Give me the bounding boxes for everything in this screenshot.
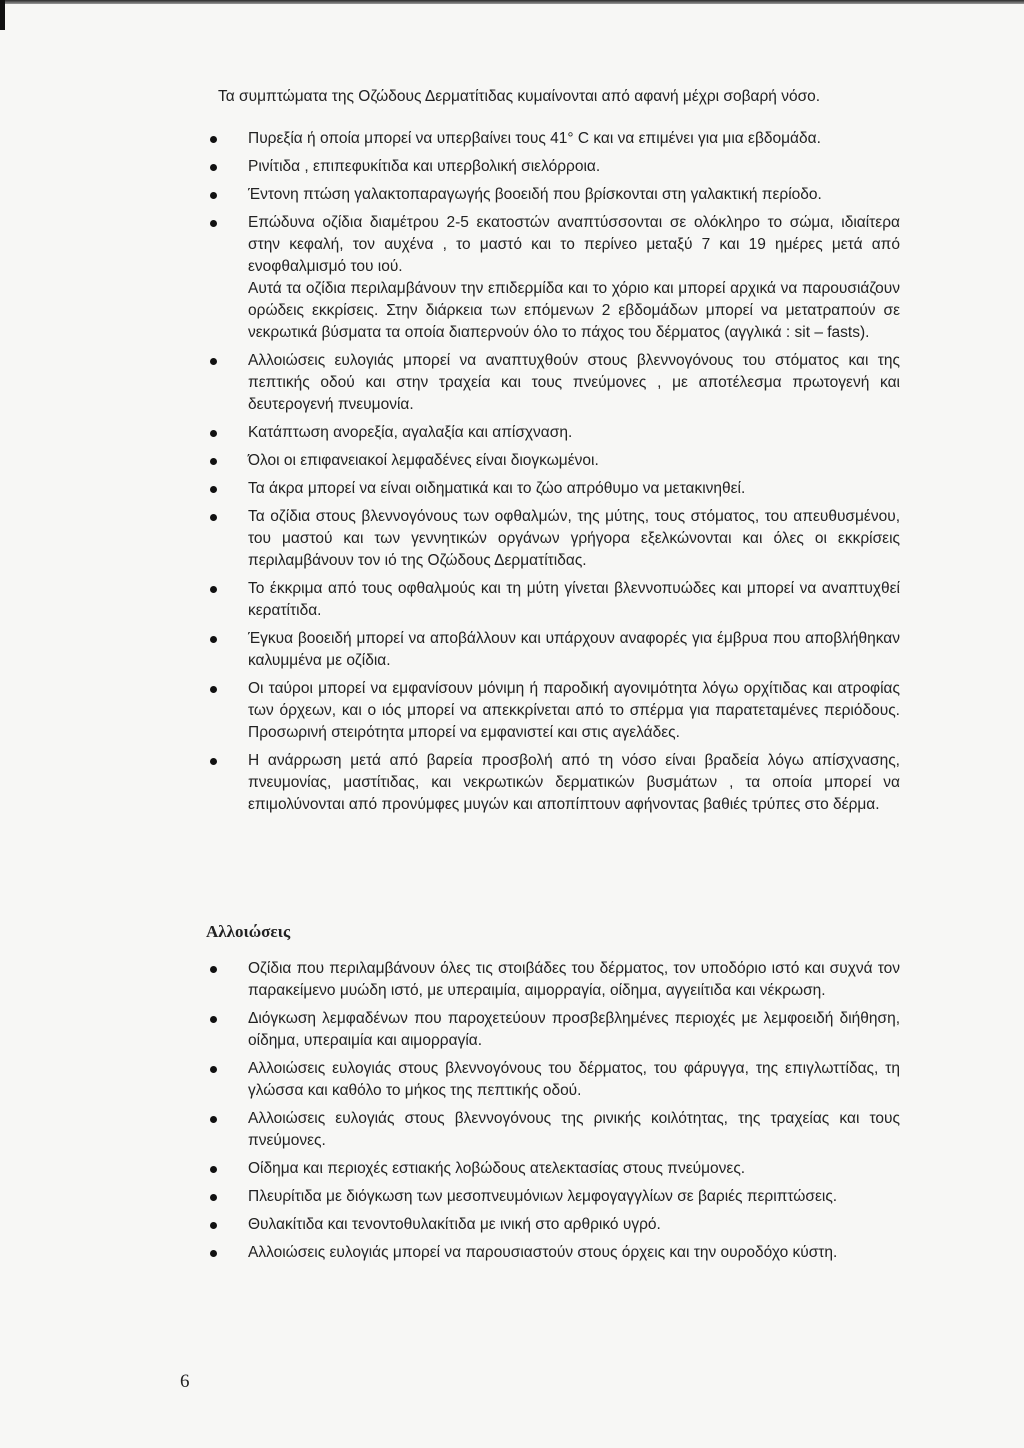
list-item: Τα άκρα μπορεί να είναι οιδηματικά και το ζώο απρόθυμο να μετακινηθεί. [208, 478, 900, 500]
bullet-icon [210, 1116, 217, 1123]
bullet-icon [210, 514, 217, 521]
bullet-icon [210, 758, 217, 765]
nodule-continuation: Αυτά τα οζίδια περιλαμβάνουν την επιδερμίδα και το χόριο και μπορεί αρχικά να παρουσιάζουν ορώδεις εκκρίσεις. Στην διάρκεια των επόμενων 2 εβδομάδων μπορεί να μετατραπούν σε νεκρωτικά βύσματα τα οποία διαπερνούν όλο το πάχος του δέρματος (αγγλικά : sit – fasts). [248, 280, 900, 341]
intro-paragraph: Τα συμπτώματα της Οζώδους Δερματίτιδας κυμαίνονται από αφανή μέχρι σοβαρή νόσο. [218, 88, 821, 105]
list-item: Αλλοιώσεις ευλογιάς μπορεί να αναπτυχθούν στους βλεννογόνους του στόματος και της πεπτικής οδού και στην τραχεία και τους πνεύμονες , με αποτέλεσμα πρωτογενή και δευτερογενή πνευμονία. [208, 350, 900, 416]
bullet-icon [210, 486, 217, 493]
list-item: Οίδημα και περιοχές εστιακής λοβώδους ατελεκτασίας στους πνεύμονες. [208, 1158, 900, 1180]
bullet-icon [210, 1250, 217, 1257]
list-item: Πυρεξία ή οποία μπορεί να υπερβαίνει τους 41° C και να επιμένει για μια εβδομάδα. [208, 128, 900, 150]
scan-edge-mark [0, 0, 5, 30]
list-item: Η ανάρρωση μετά από βαρεία προσβολή από τη νόσο είναι βραδεία λόγω απίσχνασης, πνευμονίας, μαστίτιδας, και νεκρωτικών δερματικών βυσμάτων , τα οποία μπορεί να επιμολύνονται από προνύμφες μυγών και αποπίπτουν αφήνοντας βαθιές τρύπες στο δέρμα. [208, 750, 900, 816]
scan-edge [0, 0, 1024, 4]
list-item: Έγκυα βοοειδή μπορεί να αποβάλλουν και υπάρχουν αναφορές για έμβρυα που αποβλήθηκαν καλυμμένα με οζίδια. [208, 628, 900, 672]
list-item: Οζίδια που περιλαμβάνουν όλες τις στοιβάδες του δέρματος, τον υποδόριο ιστό και συχνά τον παρακείμενο μυώδη ιστό, με υπεραιμία, αιμορραγία, οίδημα, αγγειίτιδα και νέκρωση. [208, 958, 900, 1002]
list-item: Αλλοιώσεις ευλογιάς στους βλεννογόνους του δέρματος, του φάρυγγα, της επιγλωττίδας, τη γλώσσα και καθόλο το μήκος της πεπτικής οδού. [208, 1058, 900, 1102]
list-item: Θυλακίτιδα και τενοντοθυλακίτιδα με ινική στο αρθρικό υγρό. [208, 1214, 900, 1236]
list-item: Ρινίτιδα , επιπεφυκίτιδα και υπερβολική σιελόρροια. [208, 156, 900, 178]
list-item: Οι ταύροι μπορεί να εμφανίσουν μόνιμη ή παροδική αγονιμότητα λόγω ορχίτιδας και ατροφίας των όρχεων, και ο ιός μπορεί να απεκκρίνεται από το σπέρμα για παρατεταμένες περιόδους. Προσωρινή στειρότητα μπορεί να εμφανιστεί και στις αγελάδες. [208, 678, 900, 744]
bullet-icon [210, 220, 217, 227]
list-item: Πλευρίτιδα με διόγκωση των μεσοπνευμόνιων λεμφογαγγλίων σε βαριές περιπτώσεις. [208, 1186, 900, 1208]
symptoms-list [208, 128, 900, 822]
page-number: 6 [180, 1371, 190, 1392]
list-item: Το έκκριμα από τους οφθαλμούς και τη μύτη γίνεται βλεννοπυώδες και μπορεί να αναπτυχθεί κερατίτιδα. [208, 578, 900, 622]
bullet-icon [210, 1016, 217, 1023]
bullet-icon [210, 1194, 217, 1201]
bullet-icon [210, 136, 217, 143]
list-item: Επώδυνα οζίδια διαμέτρου 2-5 εκατοστών αναπτύσσονται σε ολόκληρο το σώμα, ιδιαίτερα στην κεφαλή, τον αυχένα , το μαστό και το περίνεο μεταξύ 7 και 19 ημέρες μετά από ενοφθαλμισμό του ιού. Αυτά τα οζίδια περιλαμβάνουν την επιδερμίδα και το χόριο και μπορεί αρχικά να παρουσιάζουν ορώδεις εκκρίσεις. Στην διάρκεια των επόμενων 2 εβδομάδων μπορεί να μετατραπούν σε νεκρωτικά βύσματα τα οποία διαπερνούν όλο το πάχος του δέρματος (αγγλικά : sit – fasts). [208, 212, 900, 344]
bullet-icon [210, 164, 217, 171]
bullet-icon [210, 966, 217, 973]
list-item: Διόγκωση λεμφαδένων που παροχετεύουν προσβεβλημένες περιοχές με λεμφοειδή διήθηση, οίδημα, υπεραιμία και αιμορραγία. [208, 1008, 900, 1052]
bullet-icon [210, 1066, 217, 1073]
bullet-icon [210, 1222, 217, 1229]
list-item: Τα οζίδια στους βλεννογόνους των οφθαλμών, της μύτης, τους στόματος, του απευθυσμένου, του μαστού και των γεννητικών οργάνων γρήγορα εξελκώνονται και όλες οι εκκρίσεις περιλαμβάνουν τον ιό της Οζώδους Δερματίτιδας. [208, 506, 900, 572]
bullet-icon [210, 1166, 217, 1173]
bullet-icon [210, 358, 217, 365]
list-item: Αλλοιώσεις ευλογιάς μπορεί να παρουσιαστούν στους όρχεις και την ουροδόχο κύστη. [208, 1242, 900, 1264]
list-item: Όλοι οι επιφανειακοί λεμφαδένες είναι διογκωμένοι. [208, 450, 900, 472]
bullet-icon [210, 430, 217, 437]
list-item: Αλλοιώσεις ευλογιάς στους βλεννογόνους της ρινικής κοιλότητας, της τραχείας και τους πνεύμονες. [208, 1108, 900, 1152]
list-item: Έντονη πτώση γαλακτοπαραγωγής βοοειδή που βρίσκονται στη γαλακτική περίοδο. [208, 184, 900, 206]
bullet-icon [210, 586, 217, 593]
bullet-icon [210, 458, 217, 465]
bullet-icon [210, 192, 217, 199]
list-item: Κατάπτωση ανορεξία, αγαλαξία και απίσχναση. [208, 422, 900, 444]
bullet-icon [210, 636, 217, 643]
bullet-icon [210, 686, 217, 693]
lesions-list [208, 958, 900, 1270]
section-heading-lesions: Αλλοιώσεις [206, 922, 291, 941]
